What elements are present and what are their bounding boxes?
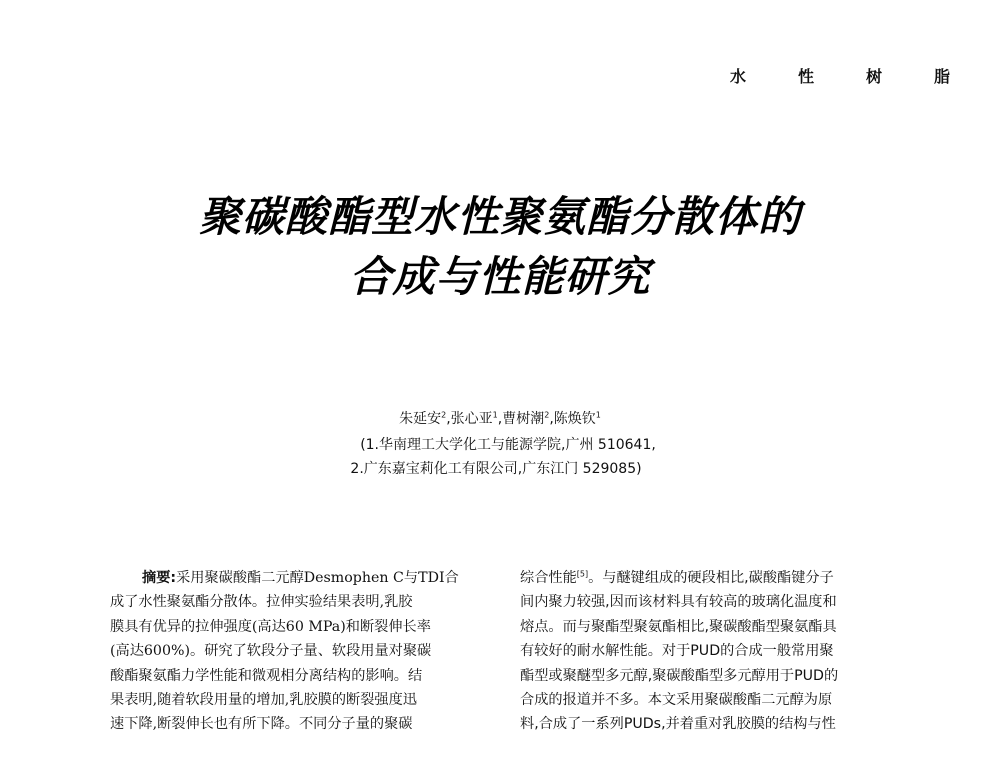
journal-char: 性 [797,66,814,86]
author-affiliation-mark: 1 [492,410,498,420]
journal-char: 树 [865,66,882,86]
abstract-column [110,566,490,737]
body-first-line [520,566,900,590]
author-name: 曹树潮 [502,411,545,427]
author-affiliation-mark: 2 [441,410,447,420]
abstract-line: 膜具有优异的拉伸强度(高达60 MPa)和断裂伸长率 [110,618,431,635]
author-separator: , [497,411,503,427]
abstract-line: 果表明,随着软段用量的增加,乳胶膜的断裂强度迅 [110,691,417,708]
abstract-line: (高达600%)。研究了软段分子量、软段用量对聚碳 [110,643,432,660]
author-name: 朱延安 [399,411,442,427]
body-first-rest: 。与醚键组成的硬段相比,碳酸酯键分子 [588,570,834,586]
body-line: 合成的报道并不多。本文采用聚碳酸酯二元醇为原 [520,691,833,708]
abstract-line: 酸酯聚氨酯力学性能和微观相分离结构的影响。结 [110,667,423,684]
paper-title-line-1: 聚碳酸酯型水性聚氨酯分散体的 [198,192,801,241]
abstract-line: 速下降,断裂伸长也有所下降。不同分子量的聚碳 [110,716,413,733]
body-text-column [520,566,900,737]
author-separator: , [549,411,554,427]
author-affiliation-mark: 2 [544,410,550,420]
journal-char: 脂 [933,66,950,86]
affiliation-line-2: 2.广东嘉宝莉化工有限公司,广东江门 529085) [350,461,642,477]
abstract-first-line [110,566,490,590]
abstract-keyword: 摘要: [142,570,177,586]
author-affiliation-mark: 1 [595,410,601,420]
body-line: 熔点。而与聚酯型聚氨酯相比,聚碳酸酯型聚氨酯具 [520,618,837,635]
author-list [0,408,1000,428]
author-separator: , [446,411,451,427]
body-line: 酯型或聚醚型多元醇,聚碳酸酯型多元醇用于PUD的 [520,667,839,684]
body-line: 料,合成了一系列PUDs,并着重对乳胶膜的结构与性 [520,716,836,733]
journal-char: 水 [730,66,747,86]
author-name: 张心亚 [450,411,493,427]
body-line: 间内聚力较强,因而该材料具有较高的玻璃化温度和 [520,594,837,611]
body-line: 有较好的耐水解性能。对于PUD的合成一般常用聚 [520,643,834,660]
affiliation-line-1: (1.华南理工大学化工与能源学院,广州 510641, [360,437,656,453]
abstract-first-text: 采用聚碳酸酯二元醇Desmophen C与TDI合 [176,570,459,586]
citation-reference: [5] [576,569,589,579]
journal-running-head [730,62,950,88]
body-first-text: 综合性能 [520,570,577,586]
author-name: 陈焕钦 [553,411,596,427]
paper-title-line-2: 合成与性能研究 [349,252,651,301]
abstract-line: 成了水性聚氨酯分散体。拉伸实验结果表明,乳胶 [110,594,413,611]
